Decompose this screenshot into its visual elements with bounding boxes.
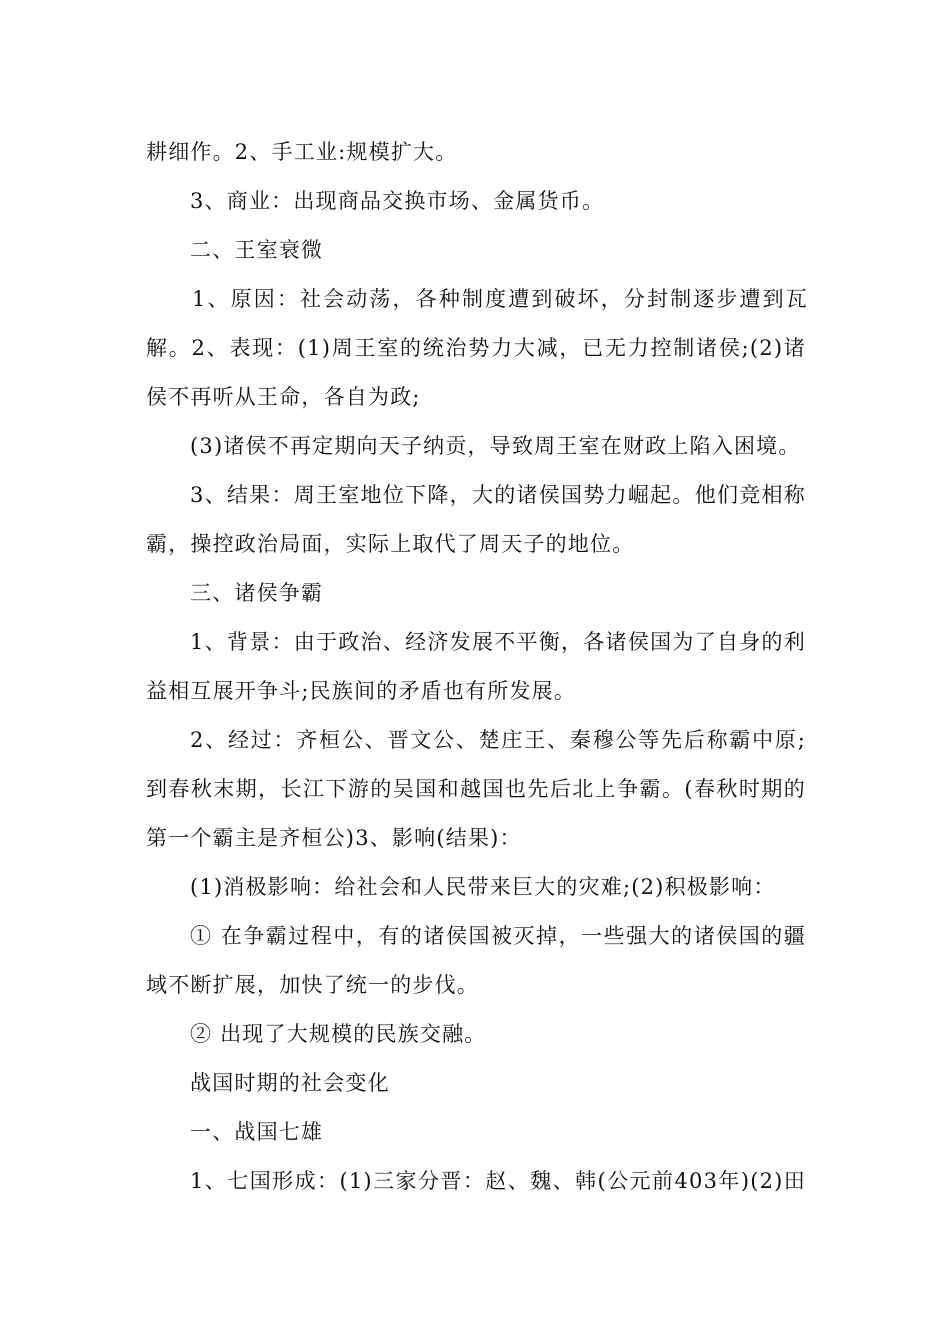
section-heading: 一、战国七雄 bbox=[190, 1120, 324, 1144]
text-line: 2、经过：齐桓公、晋文公、楚庄王、秦穆公等先后称霸中原; bbox=[190, 728, 806, 752]
text-line: 1、原因：社会动荡，各种制度遭到破坏，分封制逐步遭到瓦 bbox=[192, 287, 808, 311]
text-line: 1、七国形成：(1)三家分晋：赵、魏、韩(公元前403年)(2)田 bbox=[190, 1169, 806, 1193]
text-line: 耕细作。2、手工业:规模扩大。 bbox=[146, 140, 458, 164]
text-line: 3、商业：出现商品交换市场、金属货币。 bbox=[190, 189, 605, 213]
section-heading: 战国时期的社会变化 bbox=[190, 1071, 390, 1095]
text-line: 3、结果：周王室地位下降，大的诸侯国势力崛起。他们竞相称 bbox=[190, 483, 806, 507]
text-line: 到春秋末期，长江下游的吴国和越国也先后北上争霸。(春秋时期的 bbox=[146, 777, 806, 801]
text-line: ② 出现了大规模的民族交融。 bbox=[190, 1022, 487, 1046]
text-line: ① 在争霸过程中，有的诸侯国被灭掉，一些强大的诸侯国的疆 bbox=[190, 924, 806, 948]
text-line: 第一个霸主是齐桓公)3、影响(结果)： bbox=[146, 826, 522, 850]
text-line: 解。2、表现：(1)周王室的统治势力大减，已无力控制诸侯;(2)诸 bbox=[146, 336, 806, 360]
text-line: 1、背景：由于政治、经济发展不平衡，各诸侯国为了自身的利 bbox=[190, 630, 806, 654]
text-line: (3)诸侯不再定期向天子纳贡，导致周王室在财政上陷入困境。 bbox=[190, 434, 801, 458]
text-line: 霸，操控政治局面，实际上取代了周天子的地位。 bbox=[146, 532, 635, 556]
text-line: 域不断扩展，加快了统一的步伐。 bbox=[146, 973, 479, 997]
text-line: 益相互展开争斗;民族间的矛盾也有所发展。 bbox=[146, 679, 577, 703]
section-heading: 二、王室衰微 bbox=[190, 238, 324, 262]
text-line: 侯不再听从王命，各自为政; bbox=[146, 385, 421, 409]
text-line: (1)消极影响：给社会和人民带来巨大的灾难;(2)积极影响： bbox=[190, 875, 776, 899]
section-heading: 三、诸侯争霸 bbox=[190, 581, 324, 605]
